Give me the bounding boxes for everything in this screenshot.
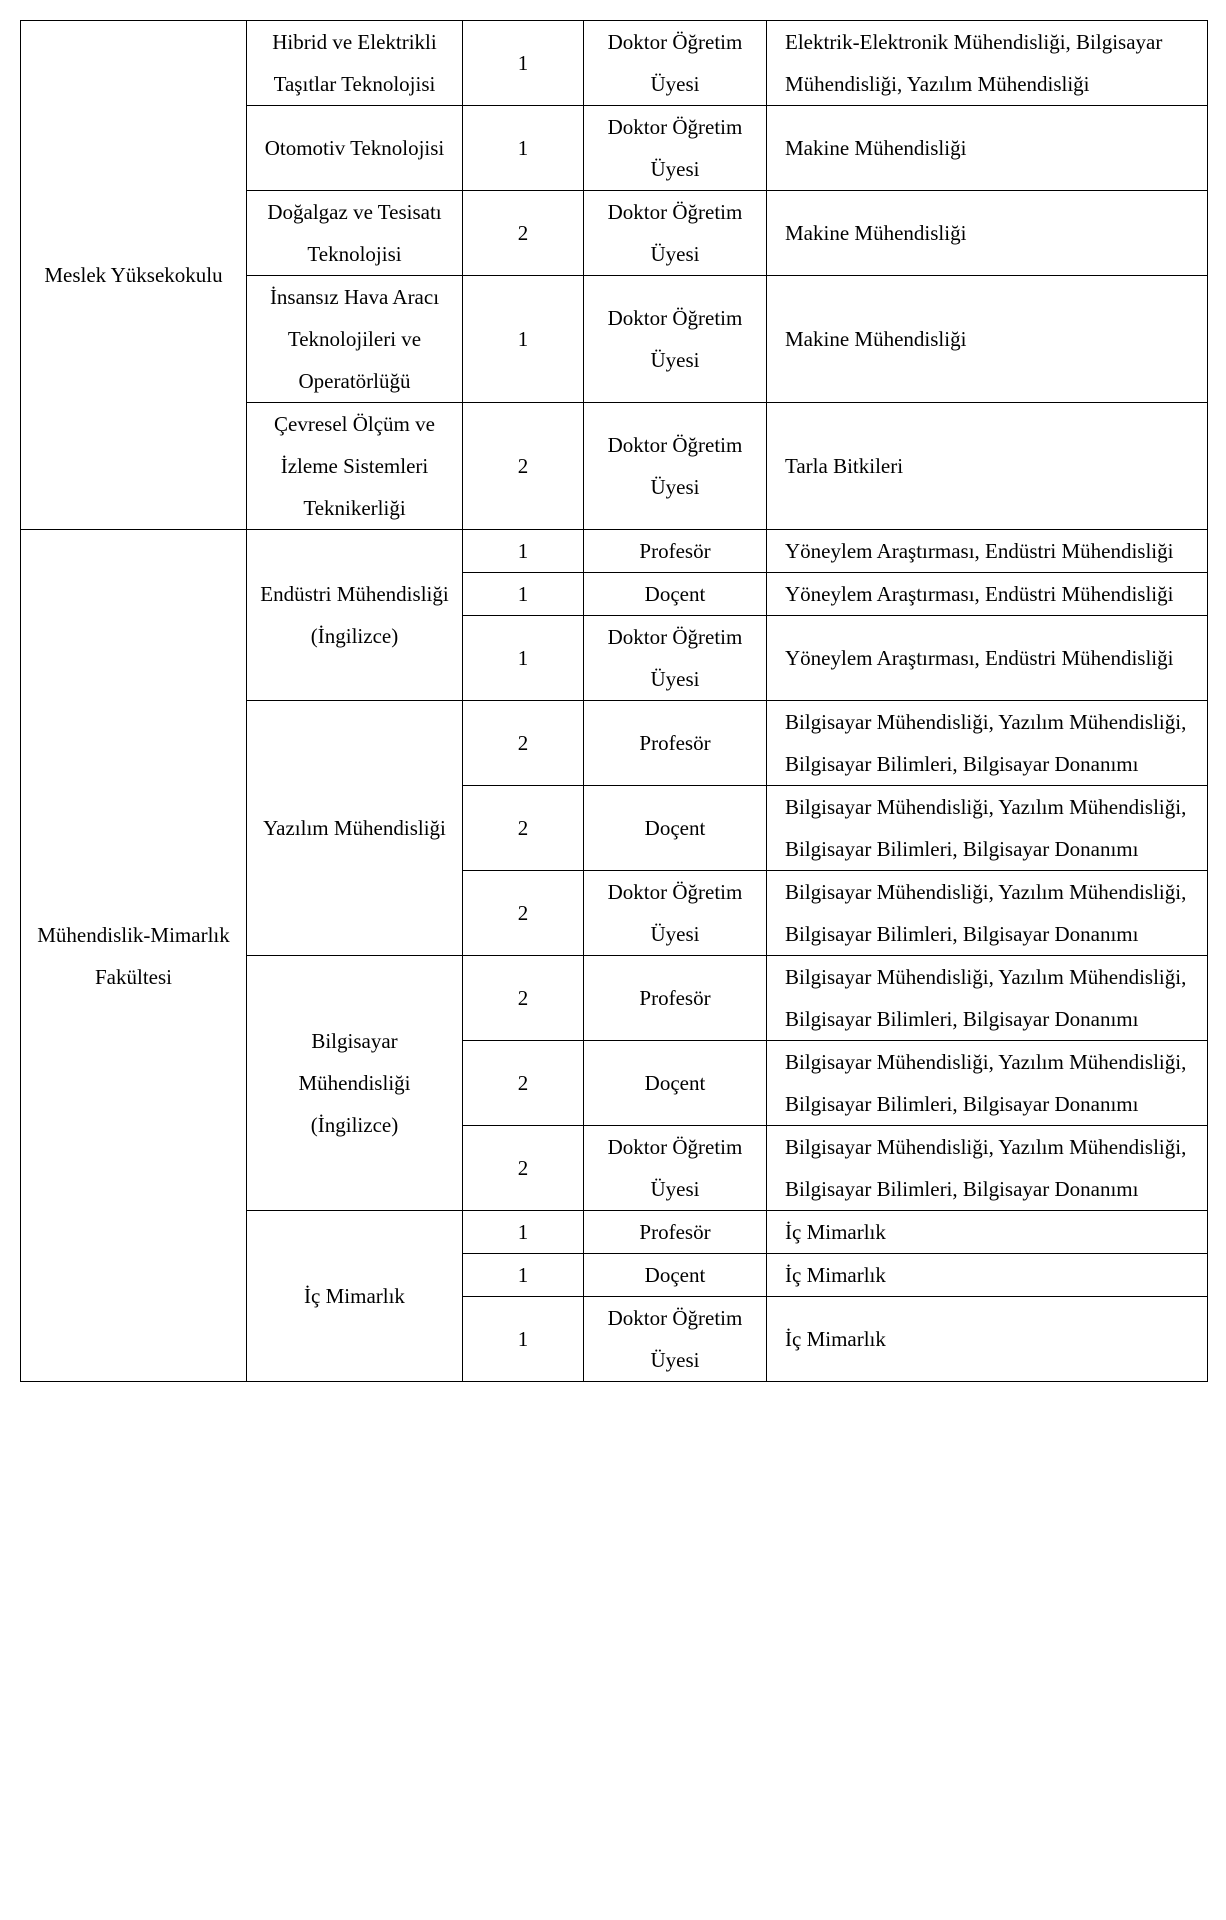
department-name-cell: Hibrid ve Elektrikli Taşıtlar Teknolojisi	[247, 21, 463, 106]
department-name-cell: Yazılım Mühendisliği	[247, 701, 463, 956]
academic-title-cell: Doçent	[584, 786, 767, 871]
requirement-cell: Bilgisayar Mühendisliği, Yazılım Mühendisliği, Bilgisayar Bilimleri, Bilgisayar Donanımı	[767, 786, 1208, 871]
academic-title-cell: Profesör	[584, 530, 767, 573]
position-count-cell: 2	[463, 956, 584, 1041]
department-name-cell: Çevresel Ölçüm ve İzleme Sistemleri Teknikerliği	[247, 403, 463, 530]
position-count-cell: 2	[463, 191, 584, 276]
requirement-cell: İç Mimarlık	[767, 1297, 1208, 1382]
requirement-cell: Bilgisayar Mühendisliği, Yazılım Mühendisliği, Bilgisayar Bilimleri, Bilgisayar Donanımı	[767, 1041, 1208, 1126]
unit-name-cell: Meslek Yüksekokulu	[21, 21, 247, 530]
requirement-cell: Yöneylem Araştırması, Endüstri Mühendisliği	[767, 573, 1208, 616]
position-count-cell: 1	[463, 276, 584, 403]
position-count-cell: 2	[463, 403, 584, 530]
academic-title-cell: Profesör	[584, 701, 767, 786]
table-row	[21, 21, 1208, 106]
requirement-cell: Makine Mühendisliği	[767, 191, 1208, 276]
requirement-cell: İç Mimarlık	[767, 1211, 1208, 1254]
position-count-cell: 1	[463, 106, 584, 191]
position-count-cell: 1	[463, 530, 584, 573]
academic-title-cell: Doktor Öğretim Üyesi	[584, 616, 767, 701]
table-row	[21, 530, 1208, 573]
department-name-cell: İnsansız Hava Aracı Teknolojileri ve Operatörlüğü	[247, 276, 463, 403]
position-count-cell: 1	[463, 616, 584, 701]
position-count-cell: 2	[463, 871, 584, 956]
position-count-cell: 2	[463, 1126, 584, 1211]
academic-title-cell: Profesör	[584, 1211, 767, 1254]
positions-table	[20, 20, 1208, 1382]
requirement-cell: Bilgisayar Mühendisliği, Yazılım Mühendisliği, Bilgisayar Bilimleri, Bilgisayar Donanımı	[767, 701, 1208, 786]
academic-title-cell: Doçent	[584, 1254, 767, 1297]
academic-title-cell: Doktor Öğretim Üyesi	[584, 21, 767, 106]
department-name-cell: İç Mimarlık	[247, 1211, 463, 1382]
requirement-cell: Yöneylem Araştırması, Endüstri Mühendisliği	[767, 530, 1208, 573]
requirement-cell: Elektrik-Elektronik Mühendisliği, Bilgisayar Mühendisliği, Yazılım Mühendisliği	[767, 21, 1208, 106]
position-count-cell: 1	[463, 573, 584, 616]
academic-title-cell: Doçent	[584, 573, 767, 616]
department-name-cell: Bilgisayar Mühendisliği (İngilizce)	[247, 956, 463, 1211]
department-name-cell: Otomotiv Teknolojisi	[247, 106, 463, 191]
academic-title-cell: Doktor Öğretim Üyesi	[584, 106, 767, 191]
requirement-cell: Bilgisayar Mühendisliği, Yazılım Mühendisliği, Bilgisayar Bilimleri, Bilgisayar Donanımı	[767, 1126, 1208, 1211]
department-name-cell: Endüstri Mühendisliği (İngilizce)	[247, 530, 463, 701]
position-count-cell: 1	[463, 1211, 584, 1254]
position-count-cell: 1	[463, 1254, 584, 1297]
requirement-cell: İç Mimarlık	[767, 1254, 1208, 1297]
requirement-cell: Bilgisayar Mühendisliği, Yazılım Mühendisliği, Bilgisayar Bilimleri, Bilgisayar Donanımı	[767, 956, 1208, 1041]
academic-title-cell: Profesör	[584, 956, 767, 1041]
unit-name-cell: Mühendislik-Mimarlık Fakültesi	[21, 530, 247, 1382]
position-count-cell: 2	[463, 1041, 584, 1126]
academic-title-cell: Doktor Öğretim Üyesi	[584, 1126, 767, 1211]
academic-title-cell: Doktor Öğretim Üyesi	[584, 871, 767, 956]
requirement-cell: Makine Mühendisliği	[767, 276, 1208, 403]
position-count-cell: 1	[463, 1297, 584, 1382]
academic-title-cell: Doktor Öğretim Üyesi	[584, 403, 767, 530]
position-count-cell: 2	[463, 701, 584, 786]
requirement-cell: Yöneylem Araştırması, Endüstri Mühendisliği	[767, 616, 1208, 701]
department-name-cell: Doğalgaz ve Tesisatı Teknolojisi	[247, 191, 463, 276]
requirement-cell: Makine Mühendisliği	[767, 106, 1208, 191]
academic-title-cell: Doktor Öğretim Üyesi	[584, 191, 767, 276]
position-count-cell: 1	[463, 21, 584, 106]
positions-table-body	[21, 21, 1208, 1382]
academic-title-cell: Doktor Öğretim Üyesi	[584, 276, 767, 403]
academic-title-cell: Doktor Öğretim Üyesi	[584, 1297, 767, 1382]
position-count-cell: 2	[463, 786, 584, 871]
requirement-cell: Tarla Bitkileri	[767, 403, 1208, 530]
requirement-cell: Bilgisayar Mühendisliği, Yazılım Mühendisliği, Bilgisayar Bilimleri, Bilgisayar Donanımı	[767, 871, 1208, 956]
academic-title-cell: Doçent	[584, 1041, 767, 1126]
